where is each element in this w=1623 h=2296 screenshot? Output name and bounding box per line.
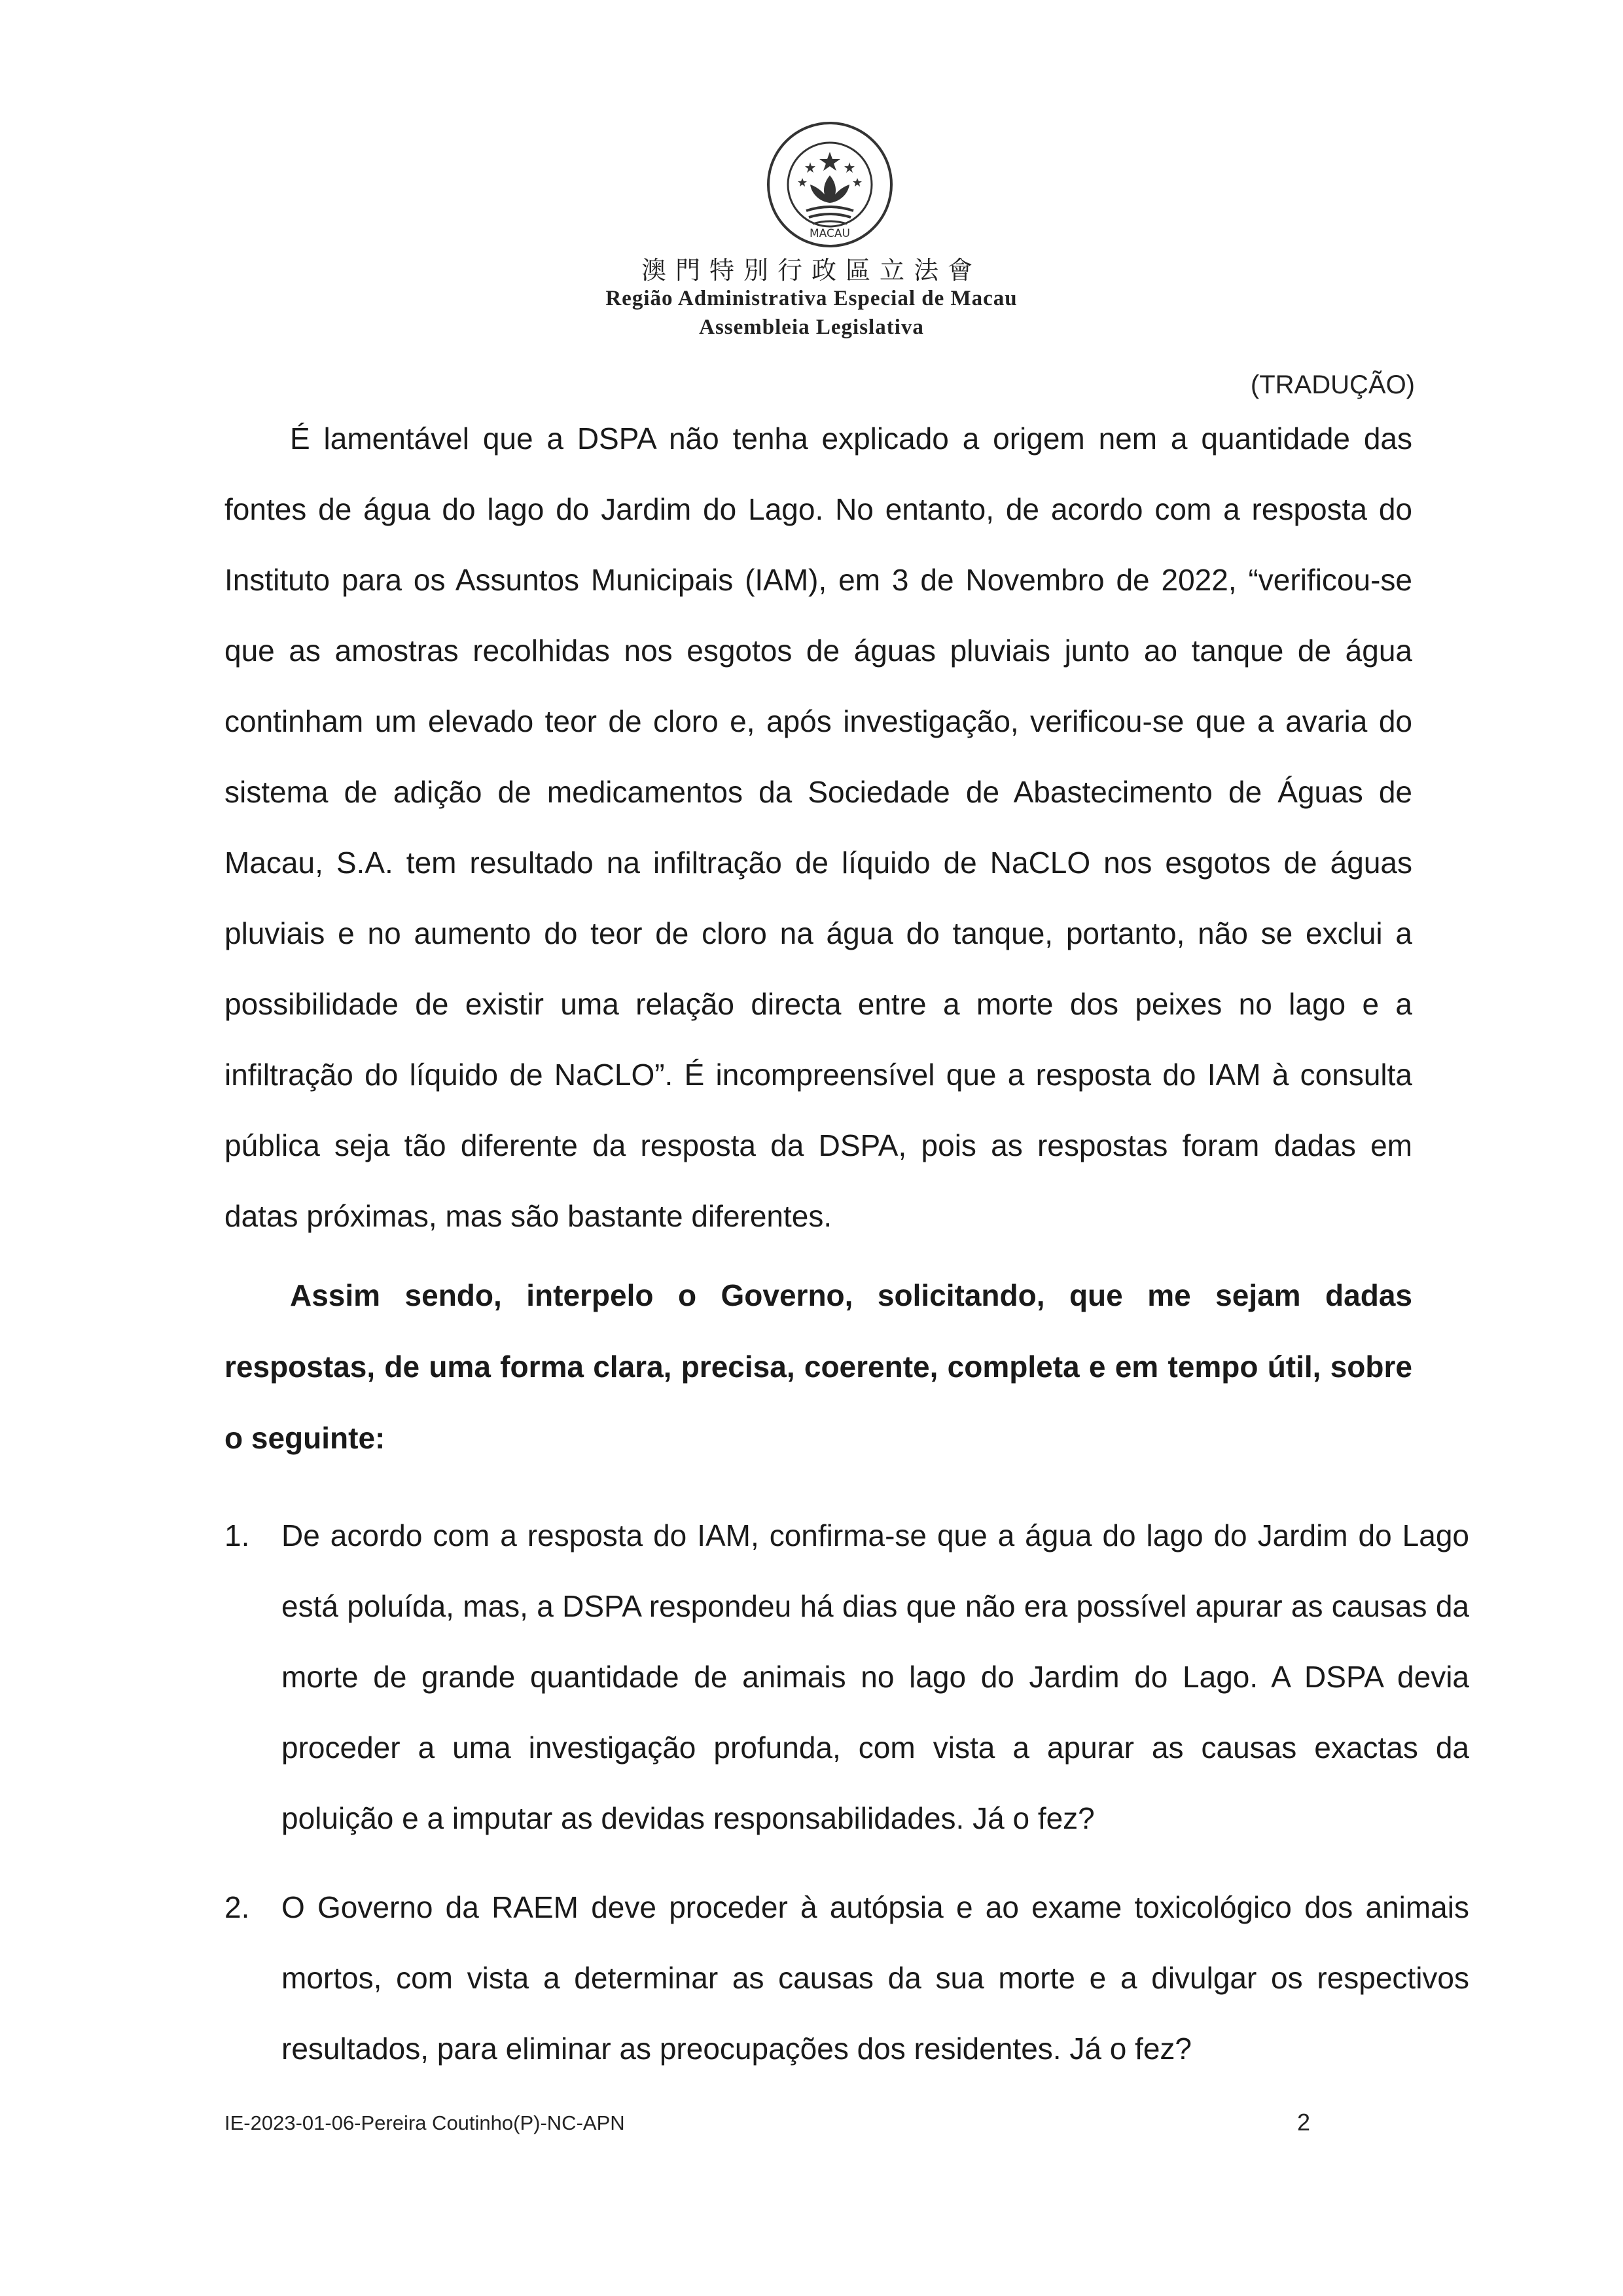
page-number: 2	[1297, 2109, 1311, 2136]
org-name-portuguese: Região Administrativa Especial de Macau	[605, 287, 1018, 310]
question-item-2	[224, 1872, 1469, 2084]
translation-label: (TRADUÇÃO)	[1250, 370, 1415, 399]
body-paragraph-1: É lamentável que a DSPA não tenha explicado a origem nem a quantidade das fontes de água do lago do Jardim do Lago. No entanto, de acordo com a resposta do Instituto para os Assuntos Municipais (IAM), em 3 de Novembro de 2022, “verificou-se que as amostras recolhidas nos esgotos de águas pluviais junto ao tanque de água continham um elevado teor de cloro e, após investigação, verificou-se que a avaria do sistema de adição de medicamentos da Sociedade de Abastecimento de Águas de Macau, S.A. tem resultado na infiltração de líquido de NaCLO nos esgotos de águas pluviais e no aumento do teor de cloro na água do tanque, portanto, não se exclui a possibilidade de existir uma relação directa entre a morte dos peixes no lago e a infiltração do líquido de NaCLO”. É incompreensível que a resposta do IAM à consulta pública seja tão diferente da resposta da DSPA, pois as respostas foram dadas em datas próximas, mas são bastante diferentes.	[224, 422, 1412, 1233]
question-number: 1.	[224, 1518, 250, 1552]
question-item-1	[224, 1500, 1469, 1854]
question-number: 2.	[224, 1890, 250, 1924]
emblem-label: MACAU	[810, 227, 850, 240]
question-text: O Governo da RAEM deve proceder à autópsia e ao exame toxicológico dos animais mortos, com vista a determinar as causas da sua morte e a divulgar os respectivos resultados, para eliminar as preocupações dos residentes. Já o fez?	[281, 1890, 1469, 2066]
org-assembly-name: Assembleia Legislativa	[699, 315, 924, 339]
org-name-chinese: 澳門特別行政區立法會	[641, 256, 982, 285]
body-paragraph-2: Assim sendo, interpelo o Governo, solicitando, que me sejam dadas respostas, de uma forma clara, precisa, coerente, completa e em tempo útil, sobre o seguinte:	[224, 1278, 1412, 1455]
macau-emblem-icon	[764, 119, 895, 250]
question-text: De acordo com a resposta do IAM, confirma-se que a água do lago do Jardim do Lago está poluída, mas, a DSPA respondeu há dias que não era possível apurar as causas da morte de grande quantidade de animais no lago do Jardim do Lago. A DSPA devia proceder a uma investigação profunda, com vista a apurar as causas exactas da poluição e a imputar as devidas responsabilidades. Já o fez?	[281, 1518, 1469, 1835]
document-reference: IE-2023-01-06-Pereira Coutinho(P)-NC-APN	[224, 2111, 625, 2134]
